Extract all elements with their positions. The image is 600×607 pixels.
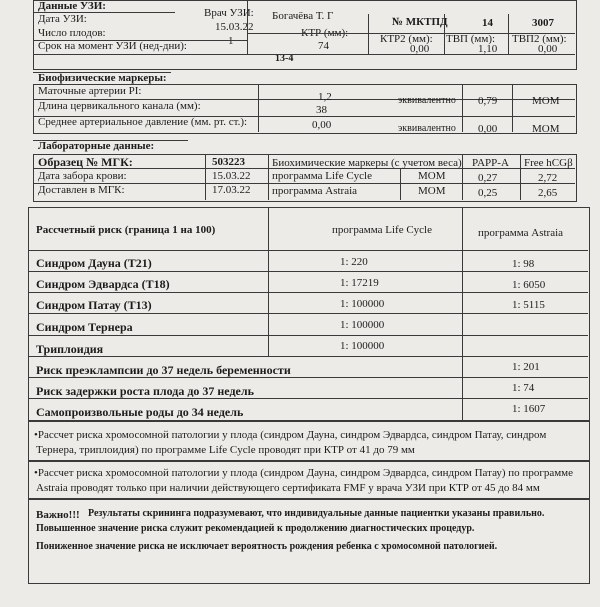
uzi-date-value: 15.03.22 (215, 21, 254, 33)
note-astraia-box (28, 460, 590, 500)
term-value: 13-4 (275, 53, 294, 64)
risk-row-triploidy-lifecycle: 1: 100000 (340, 340, 385, 352)
fetus-count-value: 1 (228, 35, 234, 47)
lab-header: Лабораторные данные: (38, 140, 155, 152)
note-astraia-line2: Astraia проводят только при наличии действующего сертификата FMF у врача УЗИ при КТР от 45 до 84 мм (36, 482, 540, 494)
uzi-date-label: Дата УЗИ: (38, 13, 87, 25)
uzi-header: Данные УЗИ: (38, 0, 106, 12)
astraia-unit: МОМ (418, 185, 446, 197)
risk-row-down-astraia: 1: 98 (512, 258, 535, 270)
risk-preterm-value: 1: 1607 (512, 403, 546, 415)
mktpd-label: № МКТПД (392, 16, 448, 28)
risk-row-edwards-astraia: 1: 6050 (512, 279, 546, 291)
risk-row-triploidy-label: Триплоидия (36, 342, 104, 356)
astraia-program-label: программа Astraia (272, 185, 358, 197)
decreased-risk-note: Пониженное значение риска не исключает вероятность рождения ребенка с хромосомной патологией. (36, 541, 498, 552)
mktpd-b: 3007 (532, 17, 554, 29)
bio-row-uterine-value: 1,2 (318, 91, 332, 103)
risk-row-patau-label: Синдром Патау (T13) (36, 298, 152, 312)
bio-row-pressure-unit: МОМ (532, 123, 560, 135)
term-label: Срок на момент УЗИ (нед-дни): (38, 40, 187, 52)
risk-col-lifecycle: программа Life Cycle (332, 224, 432, 236)
risk-row-patau-astraia: 1: 5115 (512, 299, 545, 311)
tvp2-value: 0,00 (538, 43, 558, 55)
risk-growth-label: Риск задержки роста плода до 37 недель (36, 384, 254, 398)
important-text: Результаты скрининга подразумевают, что индивидуальные данные пациентки указаны правильно. (88, 508, 545, 519)
markers-label: Биохимические маркеры (с учетом веса) (272, 157, 462, 169)
bio-row-uterine-equiv: эквивалентно (398, 95, 456, 106)
bio-row-uterine-label: Маточные артерии PI: (38, 85, 142, 97)
blood-date-value: 15.03.22 (212, 170, 251, 182)
lifecycle-hcg: 2,72 (538, 172, 558, 184)
bio-row-cervical-value: 38 (316, 104, 327, 116)
lifecycle-pappa: 0,27 (478, 172, 498, 184)
tvp-label: ТВП (мм): (446, 33, 496, 45)
ktr2-label: КТР2 (мм): (380, 33, 433, 45)
risk-row-edwards-label: Синдром Эдвардса (T18) (36, 277, 170, 291)
pappa-header: PAPP-A (472, 157, 509, 169)
lifecycle-unit: МОМ (418, 170, 446, 182)
risk-col-astraia: программа Astraia (478, 227, 564, 239)
hcg-header: Free hCGβ (524, 157, 573, 169)
note-lifecycle-line2: Тернера, триплоидия) по программе Life Cycle проводят при КТР от 41 до 79 мм (36, 444, 415, 456)
risk-row-down-lifecycle: 1: 220 (340, 256, 368, 268)
bio-row-pressure-label: Среднее артериальное давление (мм. рт. ст.): (38, 116, 248, 128)
mktpd-a: 14 (482, 17, 493, 29)
ktr-value: 74 (318, 40, 329, 52)
bio-header: Биофизические маркеры: (38, 72, 167, 84)
important-label: Важно!!! (36, 509, 80, 521)
increased-risk-note: Повышенное значение риска служит рекомендацией к продолжению диагностических процедур. (36, 523, 475, 534)
risk-preeclampsia-value: 1: 201 (512, 361, 540, 373)
bio-row-uterine-unit: МОМ (532, 95, 560, 107)
ktr-label: КТР (мм): (301, 27, 349, 39)
note-lifecycle-line1: •Рассчет риска хромосомной патологии у плода (синдром Дауна, синдром Эдвардса, синдром Патау, синдром (34, 429, 547, 441)
sample-label: Образец № МГК: (38, 155, 133, 169)
bio-row-cervical-label: Длина цервикального канала (мм): (38, 100, 201, 112)
risk-growth-value: 1: 74 (512, 382, 535, 394)
astraia-pappa: 0,25 (478, 187, 498, 199)
risk-header: Рассчетный риск (граница 1 на 100) (36, 224, 216, 236)
blood-date-label: Дата забора крови: (38, 170, 127, 182)
bio-row-uterine-mom: 0,79 (478, 95, 498, 107)
risk-preterm-label: Самопроизвольные роды до 34 недель (36, 405, 244, 419)
bio-row-pressure-equiv: эквивалентно (398, 123, 456, 134)
tvp-value: 1,10 (478, 43, 498, 55)
bio-row-pressure-mom: 0,00 (478, 123, 498, 135)
risk-row-turner-lifecycle: 1: 100000 (340, 319, 385, 331)
ktr2-value: 0,00 (410, 43, 430, 55)
astraia-hcg: 2,65 (538, 187, 558, 199)
risk-row-patau-lifecycle: 1: 100000 (340, 298, 385, 310)
delivered-value: 17.03.22 (212, 184, 251, 196)
lifecycle-program-label: программа Life Cycle (272, 170, 372, 182)
doctor-label: Врач УЗИ: (204, 7, 254, 19)
delivered-label: Доставлен в МГК: (38, 184, 125, 196)
fetus-count-label: Число плодов: (38, 27, 106, 39)
risk-preeclampsia-label: Риск преэклампсии до 37 недель беременности (36, 363, 291, 377)
sample-value: 503223 (212, 156, 245, 168)
doctor-value: Богачёва Т. Г (272, 10, 334, 22)
note-astraia-line1: •Рассчет риска хромосомной патологии у плода (синдром Дауна, синдром Эдвардса, синдром Патау) по программе (34, 467, 574, 479)
risk-row-edwards-lifecycle: 1: 17219 (340, 277, 379, 289)
risk-row-down-label: Синдром Дауна (T21) (36, 256, 152, 270)
tvp2-label: ТВП2 (мм): (512, 33, 567, 45)
risk-row-turner-label: Синдром Тернера (36, 320, 133, 334)
bio-row-pressure-value: 0,00 (312, 119, 332, 131)
